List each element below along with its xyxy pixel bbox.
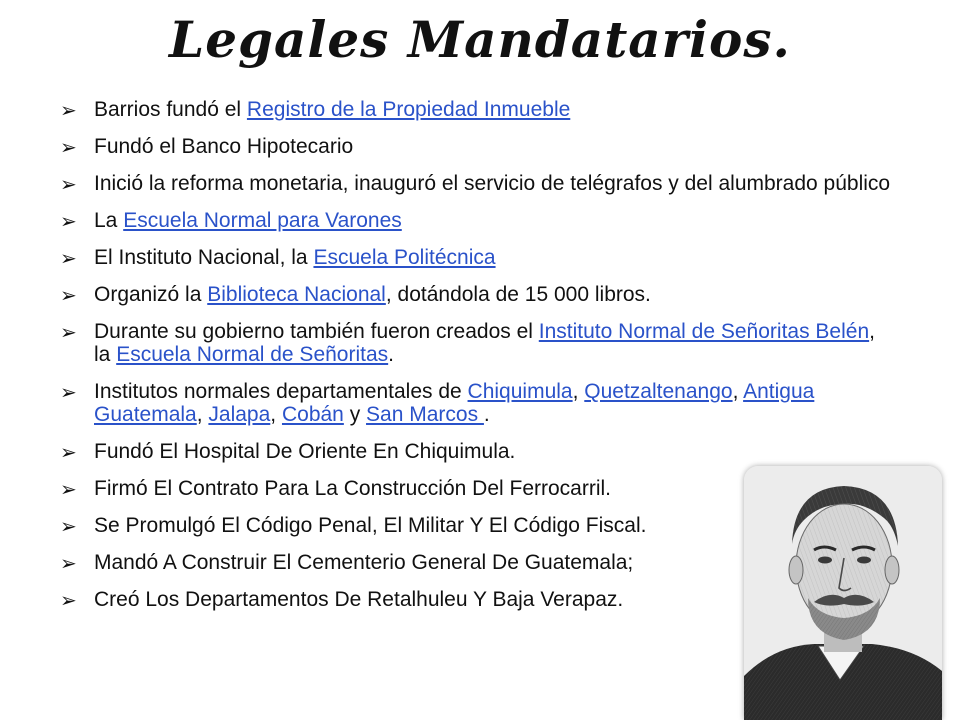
bullet-text: , dotándola de 15 000 libros.: [385, 283, 651, 306]
bullet-link[interactable]: Escuela Normal para Varones: [123, 209, 402, 232]
bullet-text: .: [483, 403, 490, 426]
bullet-item: [60, 209, 890, 232]
arrow-bullet-icon: ➢: [60, 246, 77, 270]
slide-title: Legales Mandatarios.: [169, 10, 791, 69]
bullet-text: Barrios fundó el: [94, 98, 247, 121]
bullet-text: Durante su gobierno también fueron creados el: [94, 320, 539, 343]
bullet-text: y: [343, 403, 367, 426]
bullet-item: [60, 380, 890, 426]
bullet-text: El Instituto Nacional, la: [94, 246, 314, 269]
bullet-link[interactable]: Cobán: [281, 403, 344, 426]
bullet-item: [60, 320, 890, 366]
bullet-link[interactable]: Jalapa: [208, 403, 271, 426]
arrow-bullet-icon: ➢: [60, 98, 77, 122]
bullet-link[interactable]: Registro de la Propiedad Inmueble: [246, 98, 571, 121]
bullet-text: ,: [196, 403, 209, 426]
bullet-text: Creó Los Departamentos De Retalhuleu Y Baja Verapaz.: [94, 588, 624, 611]
bullet-text: La: [94, 209, 124, 232]
bullet-link[interactable]: Escuela Politécnica: [313, 246, 496, 269]
bullet-link[interactable]: Biblioteca Nacional: [207, 283, 386, 306]
bullet-link[interactable]: San Marcos: [366, 403, 484, 426]
arrow-bullet-icon: ➢: [60, 514, 77, 538]
bullet-item: [60, 440, 890, 463]
bullet-item: [60, 98, 890, 121]
bullet-text: ,: [270, 403, 282, 426]
bullet-item: [60, 172, 890, 195]
bullet-link[interactable]: Quetzaltenango: [584, 380, 733, 403]
bullet-text: Firmó El Contrato Para La Construcción Del Ferrocarril.: [94, 477, 612, 500]
bullet-link[interactable]: Instituto Normal de Señoritas Belén: [538, 320, 870, 343]
bullet-text: Fundó el Banco Hipotecario: [94, 135, 354, 158]
arrow-bullet-icon: ➢: [60, 172, 77, 196]
bullet-text: Inició la reforma monetaria, inauguró el servicio de telégrafos y del alumbrado público: [94, 172, 891, 195]
bullet-text: Mandó A Construir El Cementerio General De Guatemala;: [94, 551, 634, 574]
bullet-link[interactable]: Chiquimula: [467, 380, 573, 403]
bullet-text: Se Promulgó El Código Penal, El Militar Y El Código Fiscal.: [94, 514, 647, 537]
bullet-text: ,: [572, 380, 585, 403]
bullet-text: Organizó la: [94, 283, 208, 306]
bullet-text: .: [388, 343, 394, 366]
arrow-bullet-icon: ➢: [60, 477, 77, 501]
bullet-text: , la: [94, 320, 875, 366]
arrow-bullet-icon: ➢: [60, 440, 77, 464]
portrait-image: [744, 466, 942, 720]
portrait-engraving-icon: [744, 466, 942, 720]
arrow-bullet-icon: ➢: [60, 209, 77, 233]
bullet-text: Fundó El Hospital De Oriente En Chiquimula.: [94, 440, 516, 463]
bullet-item: [60, 246, 890, 269]
arrow-bullet-icon: ➢: [60, 551, 77, 575]
bullet-link[interactable]: Escuela Normal de Señoritas: [116, 343, 389, 366]
bullet-text: Institutos normales departamentales de: [94, 380, 468, 403]
arrow-bullet-icon: ➢: [60, 320, 77, 344]
bullet-item: [60, 135, 890, 158]
bullet-link[interactable]: Antigua Guatemala: [94, 380, 815, 426]
arrow-bullet-icon: ➢: [60, 380, 77, 404]
arrow-bullet-icon: ➢: [60, 283, 77, 307]
arrow-bullet-icon: ➢: [60, 588, 77, 612]
arrow-bullet-icon: ➢: [60, 135, 77, 159]
bullet-item: [60, 283, 890, 306]
bullet-text: ,: [732, 380, 744, 403]
